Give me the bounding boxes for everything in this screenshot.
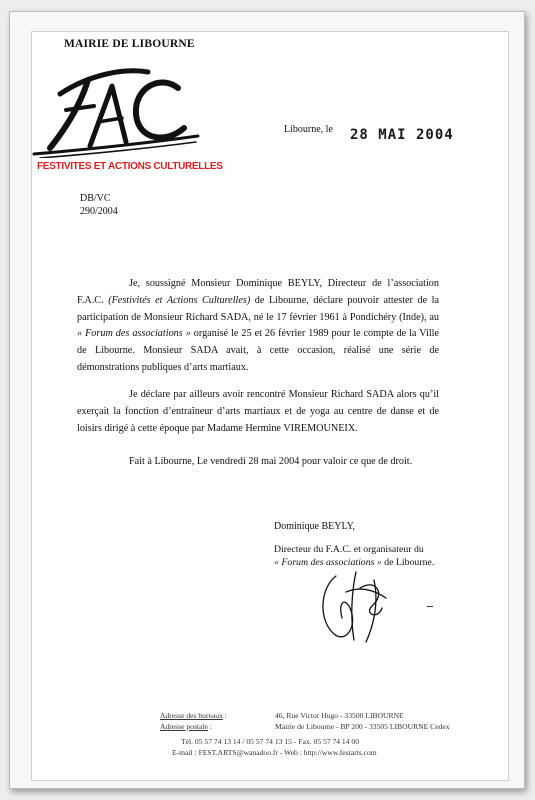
p3-text: Fait à Libourne, Le vendredi 28 mai 2004 pour valoir ce que de droit.	[129, 456, 413, 467]
mairie-heading: MAIRIE DE LIBOURNE	[64, 38, 195, 50]
letterhead-footer: Adresse des bureaux : 46, Rue Victor Hugo - 33500 LIBOURNE Adresse postale : Mairie de Libourne - BP 200 - 33505 LIBOURNE Cedex Tél. 05 57 74 13 14 / 05 57 74 13 15 - Fax. 05 57 74 14 00 E-mail : FEST.ARTS@wanadoo.fr - Web : http://www.festarts.com	[160, 711, 450, 757]
footer-phone-fax: Tél. 05 57 74 13 14 / 05 57 74 13 15 - Fax. 05 57 74 14 00	[181, 737, 360, 746]
p1-text-e: organisé le 25 et 26 février 1989 pour le compte de la Ville de Libourne. Monsieur SADA avait, à cette occasion, réalisé une série de démonstrations publiques d’arts martiaux.	[77, 328, 440, 373]
association-tagline: FESTIVITES ET ACTIONS CULTURELLES	[37, 161, 223, 172]
signatory-title-line2: de Libourne.	[381, 557, 435, 568]
p2-text: Je déclare par ailleurs avoir rencontré Monsieur Richard SADA alors qu’il exerçait la fonction d’entraîneur d’arts martiaux et de yoga au centre de danse et de loisirs dirigé à cette époque par Madame Hermine VIREMOUNEIX.	[77, 389, 439, 434]
p1-text-a: Je, soussigné Monsieur Dominique BEYLY, Directeur de l’association F.A.C.	[77, 278, 439, 306]
fac-logo	[30, 66, 200, 158]
body-paragraph-1	[77, 276, 439, 377]
body-paragraph-3	[77, 454, 439, 471]
p1-association-name: (Festivités et Actions Culturelles)	[108, 294, 251, 306]
body-paragraph-2	[77, 387, 439, 437]
footer-postal-label: Adresse postale	[160, 722, 208, 731]
footer-offices-label: Adresse des bureaux	[160, 711, 223, 720]
handwritten-signature	[316, 568, 408, 646]
p1-forum-name: « Forum des associations »	[77, 328, 191, 340]
footer-offices-address: 46, Rue Victor Hugo - 33500 LIBOURNE	[275, 711, 404, 720]
ink-mark	[427, 606, 433, 607]
signatory-forum-name: « Forum des associations »	[274, 557, 382, 568]
p1-text-c: de Libourne, déclare pouvoir attester de la participation de Monsieur Richard SADA, né le 17 février 1961 à Pondichéry (Inde), au	[77, 294, 439, 323]
footer-contact: E-mail : FEST.ARTS@wanadoo.fr - Web : http://www.festarts.com	[172, 748, 377, 757]
date-stamp: 28 MAI 2004	[350, 127, 454, 143]
footer-postal-address: Mairie de Libourne - BP 200 - 33505 LIBOURNE Cedex	[275, 722, 450, 731]
signatory-title-line1: Directeur du F.A.C. et organisateur du	[274, 544, 424, 555]
dateline-place: Libourne, le	[284, 124, 333, 135]
reference-initials: DB/VC	[80, 193, 111, 204]
signatory-name: Dominique BEYLY,	[274, 521, 356, 532]
reference-number: 290/2004	[80, 206, 118, 217]
signatory-title	[274, 543, 434, 569]
